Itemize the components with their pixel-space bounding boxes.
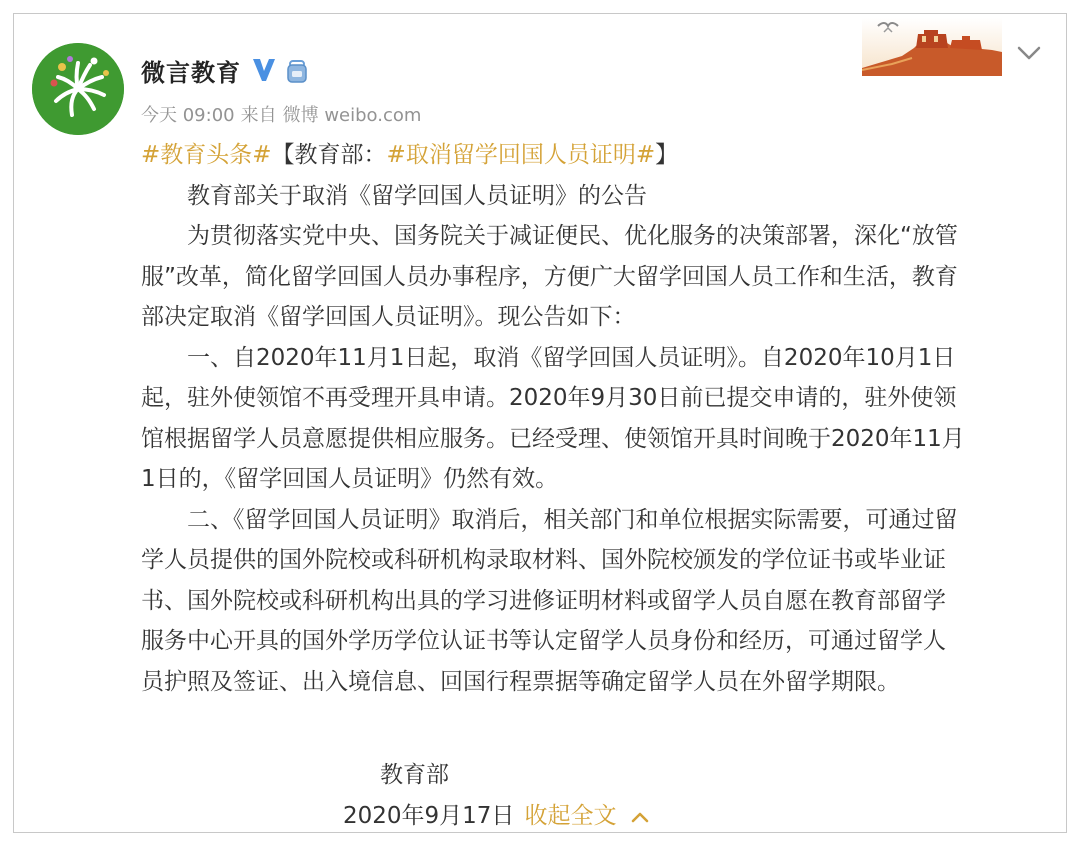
verified-v-icon bbox=[251, 55, 277, 83]
body-line: 为贯彻落实党中央、国务院关于减证便民、优化服务的决策部署，深化“放管 bbox=[187, 223, 958, 249]
body-line: 服务中心开具的国外学历学位认证书等认定留学人员身份和经历，可通过留学人 bbox=[141, 628, 946, 654]
post-source[interactable]: 微博 weibo.com bbox=[282, 105, 422, 126]
great-wall-card-decoration bbox=[862, 18, 1002, 76]
post-time[interactable]: 今天 09:00 bbox=[141, 105, 235, 126]
topic-link-education-headline[interactable]: #教育头条# bbox=[141, 142, 272, 168]
body-line: 学人员提供的国外院校或科研机构录取材料、国外院校颁发的学位证书或毕业证 bbox=[141, 547, 946, 573]
body-line: 起，驻外使领馆不再受理开具申请。2020年9月30日前已提交申请的，驻外使领 bbox=[141, 385, 957, 411]
avatar[interactable] bbox=[32, 43, 124, 135]
schoolbag-badge-icon[interactable] bbox=[286, 58, 308, 84]
chevron-down-icon[interactable] bbox=[1016, 44, 1042, 62]
announcement-date: 2020年9月17日 bbox=[343, 803, 515, 829]
announcement-title: 教育部关于取消《留学回国人员证明》的公告 bbox=[187, 182, 647, 209]
body-line: 1日的，《留学回国人员证明》仍然有效。 bbox=[141, 466, 559, 492]
chevron-up-icon[interactable] bbox=[630, 810, 650, 824]
body-line: 二、《留学回国人员证明》取消后，相关部门和单位根据实际需要，可通过留 bbox=[187, 506, 958, 533]
signature: 教育部 bbox=[380, 762, 449, 788]
avatar-logo-icon bbox=[32, 43, 124, 135]
body-line: 一、自2020年11月1日起，取消《留学回国人员证明》。自2020年10月1日 bbox=[187, 344, 956, 371]
body-line: 书、国外院校或科研机构出具的学习进修证明材料或留学人员自愿在教育部留学 bbox=[141, 587, 946, 614]
post-body bbox=[141, 135, 1041, 702]
body-line: 服”改革，简化留学回国人员办事程序，方便广大留学回国人员工作和生活，教育 bbox=[141, 263, 958, 290]
post-title-line bbox=[141, 135, 1041, 176]
header-bracket-open: 【教育部： bbox=[271, 142, 387, 168]
post-from-label: 来自 bbox=[240, 105, 277, 126]
body-line: 部决定取消《留学回国人员证明》。现公告如下： bbox=[141, 304, 636, 330]
date-line bbox=[343, 797, 650, 830]
body-line: 员护照及签证、出入境信息、回国行程票据等确定留学人员在外留学期限。 bbox=[141, 668, 900, 695]
collapse-text-link[interactable]: 收起全文 bbox=[524, 803, 617, 829]
topic-link-cancel-certificate[interactable]: #取消留学回国人员证明# bbox=[386, 142, 656, 168]
body-line: 馆根据留学人员意愿提供相应服务。已经受理、使领馆开具时间晚于2020年11月 bbox=[141, 425, 965, 452]
author-name[interactable]: 微言教育 bbox=[141, 59, 241, 87]
post-meta bbox=[141, 101, 427, 127]
header-bracket-close: 】 bbox=[655, 142, 679, 168]
